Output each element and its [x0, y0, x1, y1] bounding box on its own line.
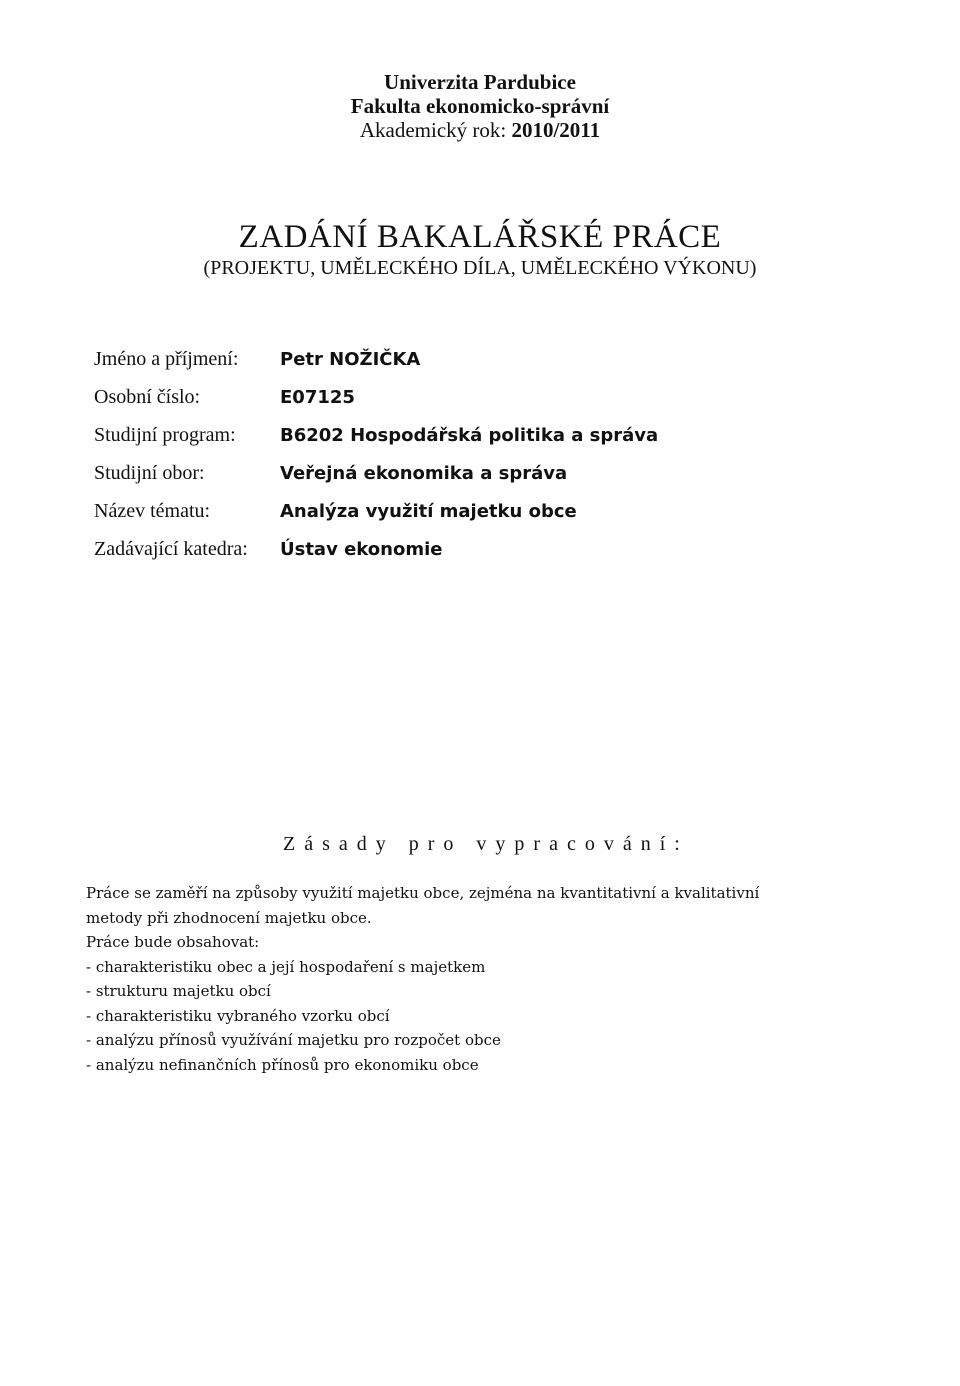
info-value: Ústav ekonomie	[280, 538, 443, 560]
academic-year-value: 2010/2011	[511, 118, 601, 142]
info-row-personal-number	[94, 378, 658, 416]
info-value: Petr NOŽIČKA	[280, 348, 421, 370]
document-header	[0, 70, 960, 142]
faculty-name: Fakulta ekonomicko-správní	[350, 94, 610, 118]
info-row-study-program	[94, 416, 658, 454]
guidelines-list-item: - analýzu přínosů využívání majetku pro rozpočet obce	[86, 1031, 501, 1049]
guidelines-line: metody při zhodnocení majetku obce.	[86, 908, 372, 927]
info-label: Studijní obor:	[94, 461, 205, 484]
info-row-name	[94, 340, 658, 378]
info-label: Osobní číslo:	[94, 385, 201, 408]
guidelines-list-item: - charakteristiku vybraného vzorku obcí	[86, 1006, 390, 1025]
info-label: Studijní program:	[94, 423, 236, 446]
guidelines-heading: Zásady pro vypracování:	[283, 833, 689, 855]
info-value: Analýza využití majetku obce	[280, 500, 577, 522]
title-block	[0, 218, 960, 280]
student-info-table	[94, 340, 658, 568]
info-label: Jméno a příjmení:	[94, 347, 239, 370]
academic-year	[0, 118, 960, 142]
guidelines-line: Práce se zaměří na způsoby využití majetku obce, zejména na kvantitativní a kvalitativní	[86, 884, 760, 902]
info-row-study-field	[94, 454, 658, 492]
academic-year-label: Akademický rok:	[359, 118, 507, 142]
info-label: Zadávající katedra:	[94, 537, 248, 560]
page-title: ZADÁNÍ BAKALÁŘSKÉ PRÁCE	[238, 219, 722, 255]
info-row-topic	[94, 492, 658, 530]
info-label: Název tématu:	[94, 499, 211, 522]
page-subtitle: (PROJEKTU, UMĚLECKÉHO DÍLA, UMĚLECKÉHO VÝKONU)	[203, 257, 757, 279]
guidelines-list-item: - analýzu nefinančních přínosů pro ekonomiku obce	[86, 1055, 479, 1074]
info-value: E07125	[280, 386, 355, 408]
info-value: B6202 Hospodářská politika a správa	[280, 424, 659, 446]
guidelines-body	[86, 881, 886, 1077]
info-row-department	[94, 530, 658, 568]
guidelines-line: Práce bude obsahovat:	[86, 933, 260, 951]
guidelines-list-item: - charakteristiku obec a její hospodaření s majetkem	[86, 957, 486, 976]
guidelines-list-item: - strukturu majetku obcí	[86, 982, 271, 1000]
info-value: Veřejná ekonomika a správa	[280, 462, 568, 484]
university-name: Univerzita Pardubice	[384, 70, 576, 94]
